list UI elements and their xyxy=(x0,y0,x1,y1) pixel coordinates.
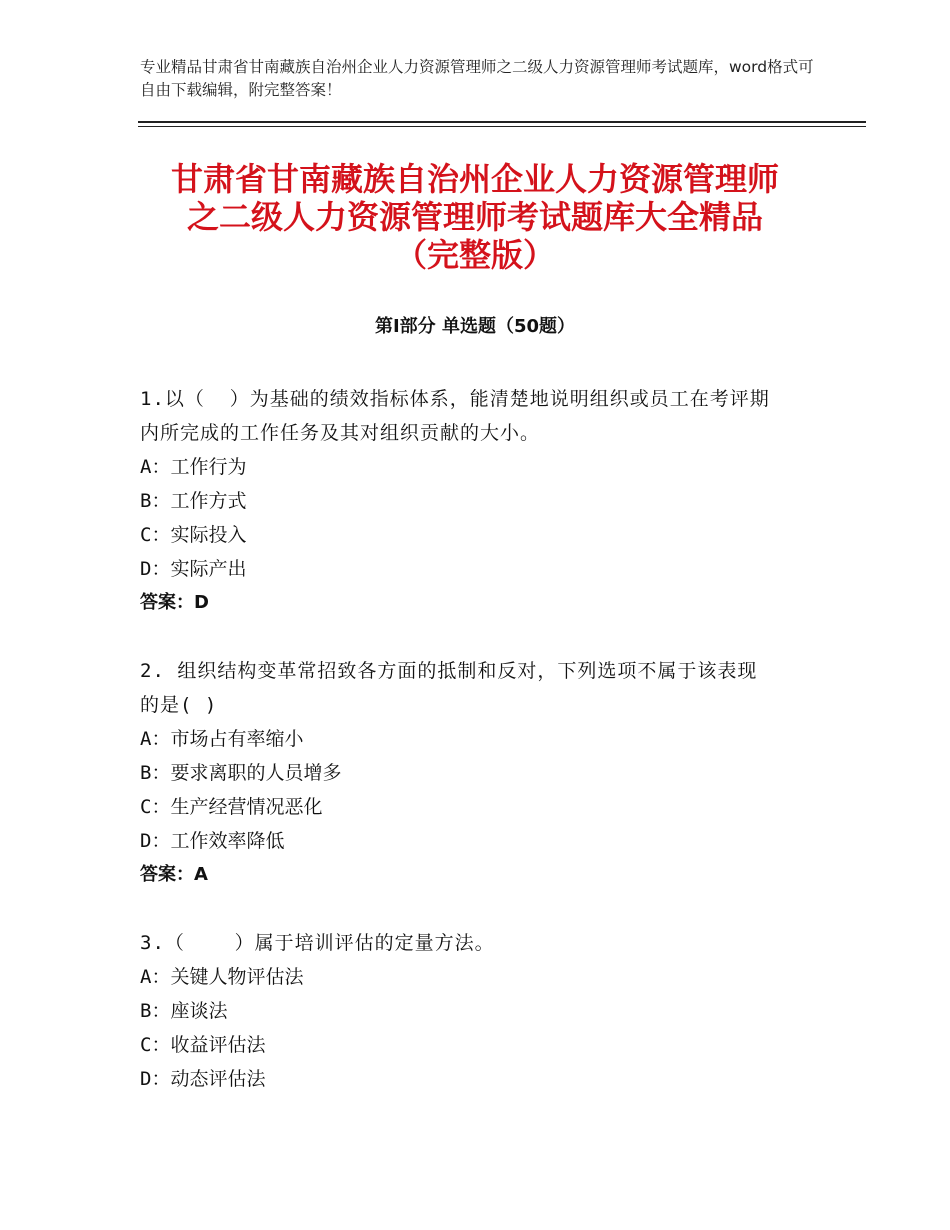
question-1 xyxy=(140,382,810,620)
option-a: A：市场占有率缩小 xyxy=(140,728,304,750)
option-b: B：要求离职的人员增多 xyxy=(140,762,342,784)
title-line: 之二级人力资源管理师考试题库大全精品 xyxy=(186,198,763,236)
option-d: D：动态评估法 xyxy=(140,1068,266,1090)
title-line: （完整版） xyxy=(394,236,555,274)
question-stem: 内所完成的工作任务及其对组织贡献的大小。 xyxy=(140,422,541,444)
section-title: 第Ⅰ部分 单选题（50题） xyxy=(374,316,575,337)
option-b: B：座谈法 xyxy=(140,1000,228,1022)
option-c: C：生产经营情况恶化 xyxy=(140,796,323,818)
document-title xyxy=(100,160,850,274)
question-stem: 3.（ ）属于培训评估的定量方法。 xyxy=(140,932,495,954)
option-c: C：收益评估法 xyxy=(140,1034,266,1056)
header-note: 专业精品甘肃省甘南藏族自治州企业人力资源管理师之二级人力资源管理师考试题库，word格式可自由下载编辑，附完整答案！ xyxy=(140,58,814,99)
title-line: 甘肃省甘南藏族自治州企业人力资源管理师 xyxy=(170,160,779,198)
option-a: A：关键人物评估法 xyxy=(140,966,304,988)
question-3 xyxy=(140,926,810,1096)
question-stem: 1.以（ ）为基础的绩效指标体系，能清楚地说明组织或员工在考评期 xyxy=(140,388,770,410)
header-rule-thick xyxy=(138,121,866,123)
answer-label: 答案：D xyxy=(140,592,209,613)
option-d: D：实际产出 xyxy=(140,558,247,580)
option-c: C：实际投入 xyxy=(140,524,247,546)
header-rule-thin xyxy=(138,126,866,127)
question-stem: 2. 组织结构变革常招致各方面的抵制和反对，下列选项不属于该表现 xyxy=(140,660,758,682)
question-stem: 的是( ) xyxy=(140,694,218,716)
question-2 xyxy=(140,654,810,892)
option-b: B：工作方式 xyxy=(140,490,247,512)
question-list xyxy=(140,382,810,1130)
option-a: A：工作行为 xyxy=(140,456,247,478)
answer-label: 答案：A xyxy=(140,864,208,885)
option-d: D：工作效率降低 xyxy=(140,830,285,852)
